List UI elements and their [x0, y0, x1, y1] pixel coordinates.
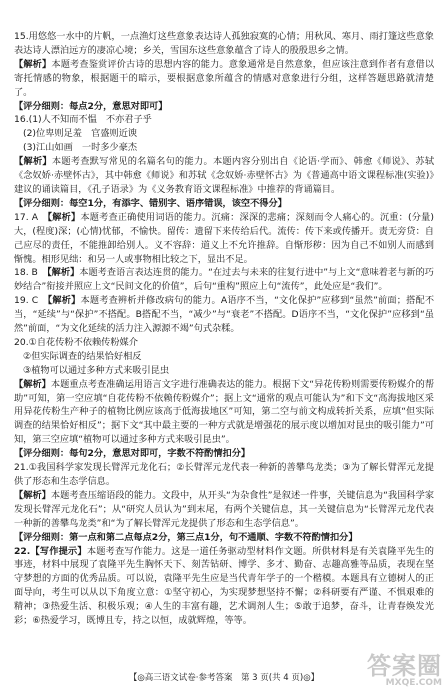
q18-analysis-tag: 【解析】 [47, 267, 80, 279]
q19-label: 19. C [14, 295, 39, 307]
q21-analysis: 本题考查压缩语段的能力。文段中，从开头“为杂食性”是叙述一件事，关键信息为“我国科学家发现长臂浑元龙化石”；从“研究人员认为”到末尾，有两个关键信息，其一关键信息为“长臂浑元龙代表一种新的善攀鸟龙类”和“为了解长臂浑元龙提供了形态和生态学信息”。 [14, 489, 435, 529]
q16-item-1: 16.(1)人不知而不愠 不亦君子乎 [14, 114, 152, 126]
watermark-url: MXQE.COM [385, 678, 442, 688]
q15-analysis-tag: 【解析】 [14, 58, 52, 70]
q15-scoring: 【评分细则：每点2分，意思对即可】 [14, 100, 168, 112]
watermark-main: 答案圈 [367, 652, 442, 680]
q17-label: 17. A [14, 211, 38, 223]
q16-analysis: 本题考查默写常见的名篇名句的能力。本题内容分别出自《论语·学而》、韩愈《师说》、苏轼《念奴娇·赤壁怀古》，其中韩愈《师说》和苏轼《念奴娇·赤壁怀古》为《普通高中语文课程标准(实验)》建议的诵读篇目，《孔子语录》为《义务教育语文课程标准》中推荐的背诵篇目。 [14, 156, 435, 195]
q22-prompt: 本题考查写作能力。这是一道任务驱动型材料作文题。所供材料是有关袁隆平先生的事迹，材料中展现了袁隆平先生胸怀天下、刻苦钻研、博学、多才、勤奋、志趣高雅等品质，表现在坚守梦想的方面的优秀品质。可以说，袁隆平先生应是当代青年学子的一个楷模。本题具有立德树人的正面导向，考生可以从以下角度立意：①坚守初心，为实现梦想坚持不懈；②科研要有严谨、不惧艰难的精神；③热爱生活、积极乐观；④人生的丰富有趣，艺术调剂人生；⑤敢于追梦，奋斗，让青春焕发光彩；⑥热爱学习，既博且专，持之以恒，成就辉煌，等等。 [14, 545, 434, 627]
answer-page [14, 30, 434, 628]
q20-item-1: 20.①自花传粉不依赖传粉媒介 [14, 336, 138, 348]
q18-analysis: 本题考查语言表达连贯的能力。“在过去与未来的往复行进中”与上文“意味着老与新的巧妙结合”衔接并照应上文“民间文化的价值”，后句“重构”照应上句“流传”，此处应是“我们”。 [14, 267, 434, 293]
q17-analysis: 本题考查正确使用词语的能力。沉痛：深深的悲痛；深刻而令人痛心的。沉重：(分量)大，(程度)深；(心情)忧郁，不愉快。留传：遗留下来传给后代。流传：传下来或传播开。责无旁贷：自己应尽的责任，不能推卸给别人。义不容辞：道义上不允许推辞。自惭形秽：因为自己不如别人而感到惭愧。相形见绌：和另一人或事物相比较之下，显出不足。 [14, 211, 434, 265]
q22-prompt-tag: 22.【写作提示】 [14, 545, 87, 557]
q20-item-3: ③植物可以通过多种方式来吸引昆虫 [23, 364, 170, 376]
page-footer: 【◎高三语文试卷·参考答案 第 3 页(共 4 页)◎】 [128, 673, 320, 684]
q16-analysis-tag: 【解析】 [14, 156, 52, 168]
q20-item-2: ②但实际调查的结果恰好相反 [23, 350, 142, 362]
q18-label: 18. B [14, 267, 38, 279]
q21-scoring: 【评分细则：第一点和第二点每点2分，第三点1分，句不通顺、字数不符酌情扣分】 [14, 531, 358, 543]
q20-analysis-tag: 【解析】 [14, 378, 51, 390]
q21-answer: 21.①我国科学家发现长臂浑元龙化石；②长臂浑元龙代表一种新的善攀鸟龙类；③为了解长臂浑元龙提供了形态和生态学信息。 [14, 462, 434, 487]
q16-item-2: (2)位卑则足羞 官盛则近谀 [23, 128, 138, 140]
watermark-logo [367, 654, 442, 688]
q16-item-3: (3)江山如画 一时多少豪杰 [23, 142, 138, 154]
q20-analysis: 本题重点考查准确运用语言文字进行准确表达的能力。根据下文“异花传粉则需要传粉媒介的帮助”可知，第一空应填“自花传粉不依赖传粉媒介”；据上文“通常的观点可能认为”和下文“高海拔地区采用异花传粉生产种子的植物比例应该高于低海拔地区”可知，第二空与前文构成转折关系，应填“但实际调查的结果恰好相反”；据下文“其中最主要的一种方式就是增强花的展示度以增加对昆虫的吸引能力”可知，第三空应填“植物可以通过多种方式来吸引昆虫”。 [14, 378, 435, 446]
q17-analysis-tag: 【解析】 [47, 211, 81, 223]
q19-analysis: 本题考查辨析并修改病句的能力。A语序不当，“文化保护”应移到“虽然”前面；搭配不当，“延续”与“保护”不搭配。B搭配不当，“减少”与“衰老”不搭配。D语序不当，“文化保护”应移到“虽然”前面，“为文化延续的活力注入源源不竭”句式杂糅。 [14, 295, 435, 335]
q15-analysis: 本题考查鉴赏评价古诗的思想内容的能力。意象通常是自然意象，但应该注意到作者有意借以寄托情感的物象，根据题干的暗示，要根据意象所蕴含的情感对意象进行分组，这样答题思路就清楚了。 [14, 58, 435, 98]
q20-scoring: 【评分细则：每句2分，意思对即可，字数不符酌情扣分】 [14, 448, 251, 460]
q16-scoring: 【评分细则：每空1分，有添字、错别字、语序错误，该空不得分】 [14, 197, 287, 209]
q15-stem: 15.用悠悠一水中的片帆，一点渔灯这些意象表达诗人孤独寂寞的心情；用秋风、寒月、雨打篷这些意象表达诗人漂泊远方的凄凉心境；乡关，雪国东这些意象蕴含了诗人的殷殷思乡之情。 [14, 31, 434, 56]
q21-analysis-tag: 【解析】 [14, 489, 51, 501]
q19-analysis-tag: 【解析】 [47, 295, 81, 307]
